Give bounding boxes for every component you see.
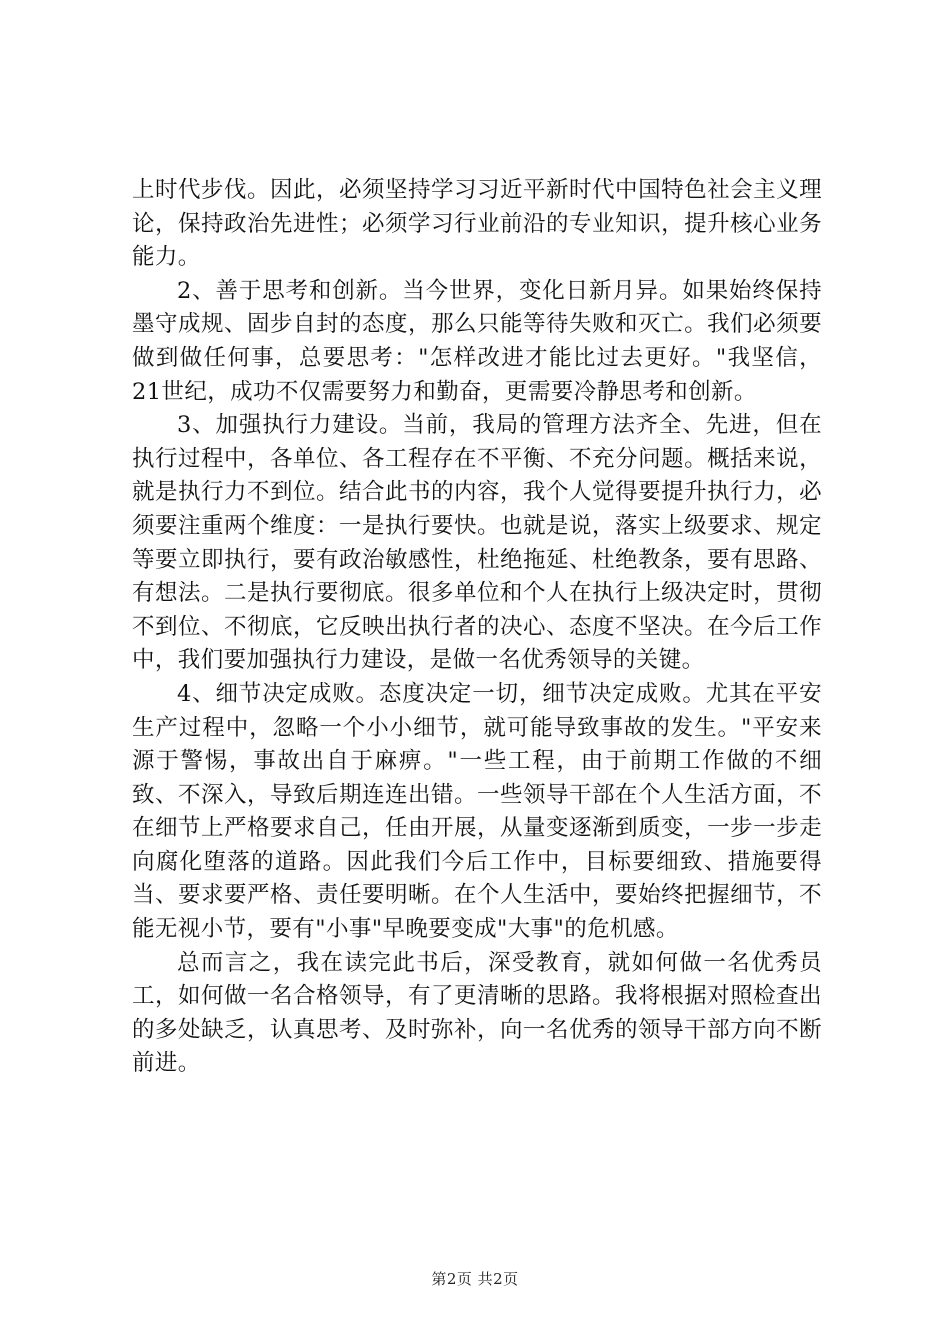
paragraph-thinking-innovation: 2、善于思考和创新。当今世界，变化日新月异。如果始终保持墨守成规、固步自封的态度，那么只能等待失败和灭亡。我们必须要做到做任何事，总要思考："怎样改进才能比过去更好。"我坚信，21世纪，成功不仅需要努力和勤奋，更需要冷静思考和创新。 xyxy=(132,277,822,405)
paragraph-conclusion: 总而言之，我在读完此书后，深受教育，就如何做一名优秀员工，如何做一名合格领导，有了更清晰的思路。我将根据对照检查出的多处缺乏，认真思考、及时弥补，向一名优秀的领导干部方向不断前进。 xyxy=(132,949,822,1077)
document-body xyxy=(132,174,822,1081)
page-number-footer: 第2页 共2页 xyxy=(431,1270,519,1288)
paragraph-execution: 3、加强执行力建设。当前，我局的管理方法齐全、先进，但在执行过程中，各单位、各工程存在不平衡、不充分问题。概括来说，就是执行力不到位。结合此书的内容，我个人觉得要提升执行力，必须要注重两个维度：一是执行要快。也就是说，落实上级要求、规定等要立即执行，要有政治敏感性，杜绝拖延、杜绝教条，要有思路、有想法。二是执行要彻底。很多单位和个人在执行上级决定时，贯彻不到位、不彻底，它反映出执行者的决心、态度不坚决。在今后工作中，我们要加强执行力建设，是做一名优秀领导的关键。 xyxy=(132,412,822,674)
paragraph-details: 4、细节决定成败。态度决定一切，细节决定成败。尤其在平安生产过程中，忽略一个小小细节，就可能导致事故的发生。"平安来源于警惕，事故出自于麻痹。"一些工程，由于前期工作做的不细致、不深入，导致后期连连出错。一些领导干部在个人生活方面，不在细节上严格要求自己，任由开展，从量变逐渐到质变，一步一步走向腐化堕落的道路。因此我们今后工作中，目标要细致、措施要得当、要求要严格、责任要明晰。在个人生活中，要始终把握细节，不能无视小节，要有"小事"早晚要变成"大事"的危机感。 xyxy=(132,680,822,943)
paragraph-continuation: 上时代步伐。因此，必须坚持学习习近平新时代中国特色社会主义理论，保持政治先进性；必须学习行业前沿的专业知识，提升核心业务能力。 xyxy=(132,177,822,271)
